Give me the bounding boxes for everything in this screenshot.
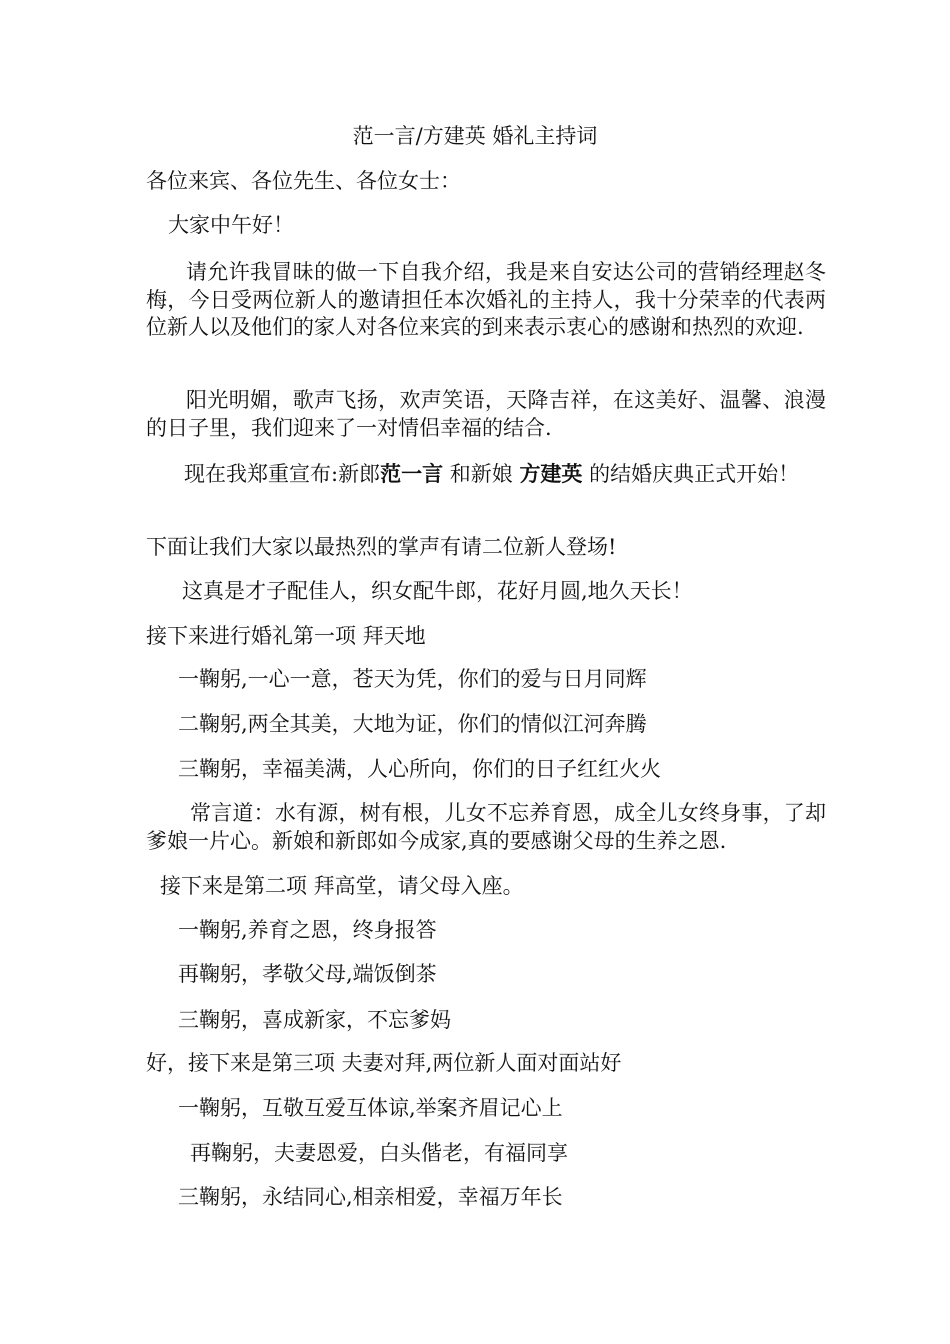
step1-heading: 接下来进行婚礼第一项 拜天地	[146, 624, 426, 648]
step3-heading: 好，接下来是第三项 夫妻对拜,两位新人面对面站好	[146, 1051, 622, 1075]
document-title: 范一言/方建英 婚礼主持词	[352, 124, 598, 148]
saying-paragraph: 常言道：水有源，树有根，儿女不忘养育恩，成全儿女终身事，了却爹娘一片心。新娘和新郎如今成家,真的要感谢父母的生养之恩.	[146, 801, 826, 853]
step2-bow-2: 再鞠躬，孝敬父母,端饭倒茶	[178, 962, 437, 986]
match-line: 这真是才子配佳人，织女配牛郎，花好月圆,地久天长！	[182, 579, 693, 603]
step1-bow-3: 三鞠躬，幸福美满，人心所向，你们的日子红红火火	[178, 757, 661, 781]
step3-bow-2: 再鞠躬，夫妻恩爱，白头偕老，有福同享	[190, 1141, 568, 1165]
announce-suffix: 的结婚庆典正式开始！	[582, 462, 800, 486]
hello-line: 大家中午好！	[168, 213, 294, 237]
announce-middle: 和新娘	[443, 462, 520, 486]
step2-heading: 接下来是第二项 拜高堂，请父母入座。	[160, 874, 524, 898]
scene-paragraph: 阳光明媚，歌声飞扬，欢声笑语，天降吉祥，在这美好、温馨、浪漫的日子里，我们迎来了一对情侣幸福的结合.	[146, 388, 826, 440]
announce-paragraph	[146, 460, 826, 489]
step3-bow-3: 三鞠躬，永结同心,相亲相爱，幸福万年长	[178, 1185, 563, 1209]
step3-bow-1: 一鞠躬，互敬互爱互体谅,举案齐眉记心上	[178, 1096, 563, 1120]
intro-paragraph: 请允许我冒昧的做一下自我介绍，我是来自安达公司的营销经理赵冬梅，今日受两位新人的邀请担任本次婚礼的主持人，我十分荣幸的代表两位新人以及他们的家人对各位来宾的到来表示衷心的感谢和热烈的欢迎.	[146, 260, 826, 339]
greeting: 各位来宾、各位先生、各位女士：	[146, 169, 461, 193]
groom-name: 范一言	[380, 461, 444, 486]
applause-line: 下面让我们大家以最热烈的掌声有请二位新人登场!	[146, 535, 617, 559]
bride-name: 方建英	[519, 461, 583, 486]
step2-bow-1: 一鞠躬,养育之恩，终身报答	[178, 918, 437, 942]
announce-prefix: 现在我郑重宣布:新郎	[184, 462, 381, 486]
step2-bow-3: 三鞠躬，喜成新家，不忘爹妈	[178, 1008, 451, 1032]
step1-bow-2: 二鞠躬,两全其美，大地为证，你们的情似江河奔腾	[178, 712, 647, 736]
step1-bow-1: 一鞠躬,一心一意，苍天为凭，你们的爱与日月同辉	[178, 667, 647, 691]
